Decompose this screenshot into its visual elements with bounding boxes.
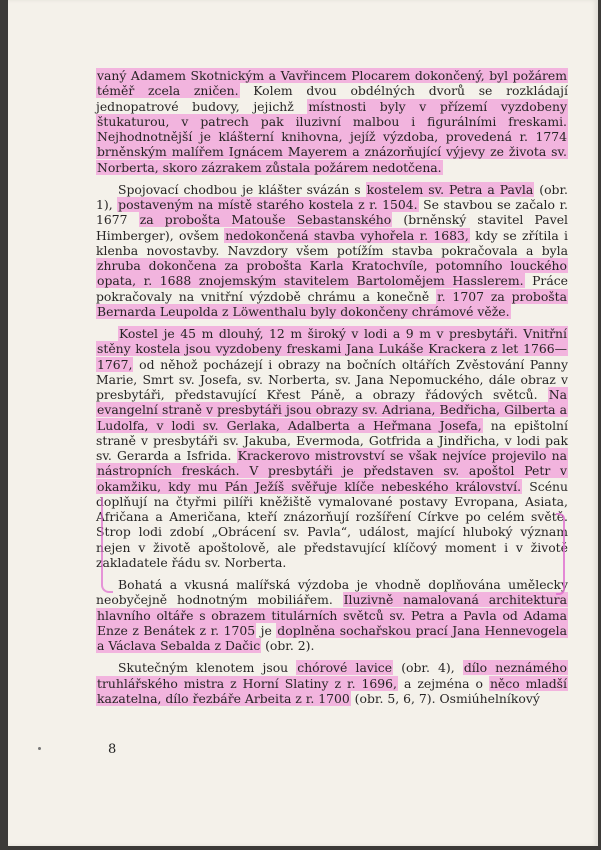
highlighted-text: Krackerovo mistrovství se však nejvíce projevilo na nástropních freskách. V presbytáři je představen sv. apoštol Petr v okamžiku, kdy mu Pán Ježíš svěřuje klíče nebeského království. [97,448,568,494]
highlighted-text: něco mladší kazatelna, dílo řezbáře Arbeita z r. 1700 [97,675,567,706]
text-segment: je [256,622,277,638]
text-segment: Práce pokračovaly na vnitřní výzdobě chrámu a konečně [96,273,569,304]
highlighted-text: r. 1707 za probošta Bernarda Leupolda z Löwenthalu byly dokončeny chrámové věže. [97,288,568,319]
highlighted-text: dílo neznámého truhlářského mistra z Horní Slatiny z r. 1696, [97,660,567,691]
highlighted-text: Na evangelní straně v presbytáři jsou obrazy sv. Adriana, Bedřicha, Gilberta a Ludolfa, v lodi sv. Gerlaka, Adalberta a Heřmana Josefa, [97,387,567,433]
text-segment: a zejména o [397,675,489,691]
text-segment: Kolem dvou obdélných dvorů se rozkládají jednopatrové budovy, jejichž [96,83,568,114]
highlighted-text: místnosti byly v přízemí vyzdobeny štukaturou, v patrech pak iluzivní malbou i figurálními freskami. Nejhodnotnější je klášterní knihovna, jejíž výzdoba, provedená r. 1774 brněnským malířem Ignácem Mayerem a znázorňující výjevy ze života sv. Norberta, skoro zázrakem zůstala požárem nedotčena. [97,98,567,175]
text-segment: Scénu doplňují na čtyřmi pilíři kněžiště vymalované postavy Evropana, Asiata, Afričana a Američana, kteří znázorňují rozšíření Církve po celém světě. Strop lodi zdobí „Obrácení sv. Pavla“, událost, mající hluboký význam nejen v životě apoštolově, ale představující klíčový moment i v životě zakladatele řádu sv. Norberta. [96,478,568,570]
paragraph [96,182,568,319]
text-segment: kdy se zřítila i klenba novostavby. Navzdory všem potížím stavba pokračovala a byla [96,227,568,258]
page-speck [38,747,41,750]
book-page [8,0,598,846]
highlighted-text: chórové lavice [297,660,393,676]
margin-bracket-mark [556,513,565,595]
text-segment: (brněnský stavitel Pavel Himberger), ovšem [96,212,568,243]
highlighted-text: postaveným na místě starého kostela z r. 1504. [118,197,418,212]
highlighted-text: Iluzivně namalovaná architektura hlavního oltáře s obrazem titulárních světců sv. Petra a Pavla od Adama Enze z Benátek z r. 1705 [97,592,567,638]
highlighted-text: Kostel je 45 m dlouhý, 12 m široký v lodi a 9 m v presbytáři. Vnitřní stěny kostela jsou vyzdobeny freskami Jana Lukáše Krackera z let 1766—1767, [97,326,567,372]
paragraph [96,577,568,653]
text-segment: od něhož pocházejí i obrazy na bočních oltářích Zvěstování Panny Marie, Smrt sv. Josefa, sv. Norberta, sv. Jana Nepomuckého, dále obraz v presbytáři, představující Křest Páně, a obrazy řádových světců. [96,356,568,402]
text-segment: Spojovací chodbou je klášter svázán s [118,181,366,197]
text-segment: na epištolní straně v presbytáři sv. Jakuba, Evermoda, Gotfrida a Jindřicha, v lodi pak sv. Gerarda a Isfrida. [96,417,568,463]
text-segment: (obr. 5, 6, 7). Osmiúhelníkový [350,690,540,706]
page-number: 8 [108,742,117,757]
text-segment: (obr. 1), [96,181,568,212]
highlighted-text: vaný Adamem Skotnickým a Vavřincem Plocarem dokončený, byl požárem téměř zcela zničen. [97,68,567,99]
text-segment: Skutečným klenotem jsou [118,660,297,676]
text-segment: Bohatá a vkusná malířská výzdoba je vhodně doplňována umělecky neobyčejně hodnotným mobiliářem. [96,577,568,608]
highlighted-text: doplněna sochařskou prací Jana Hennevogela a Václava Sebalda z Dačic [97,622,567,653]
paragraph [96,68,568,175]
text-segment: (obr. 2). [261,638,315,653]
highlighted-text: za probošta Matouše Sebastanského [139,212,392,228]
highlighted-text: nedokončená stavba vyhořela r. 1683, [225,227,469,243]
text-segment: (obr. 4), [393,660,463,676]
highlighted-text: kostelem sv. Petra a Pavla [366,181,534,197]
body-text [96,68,568,713]
paragraph [96,326,568,570]
text-segment: Se stavbou se začalo r. 1677 [96,197,568,228]
margin-bracket-mark-left [101,497,113,593]
highlighted-text: zhruba dokončena za probošta Karla Kratochvíle, potomního louckého opata, r. 1688 znojemským stavitelem Bartolomějem Hasslerem. [97,258,567,289]
paragraph [96,660,568,706]
